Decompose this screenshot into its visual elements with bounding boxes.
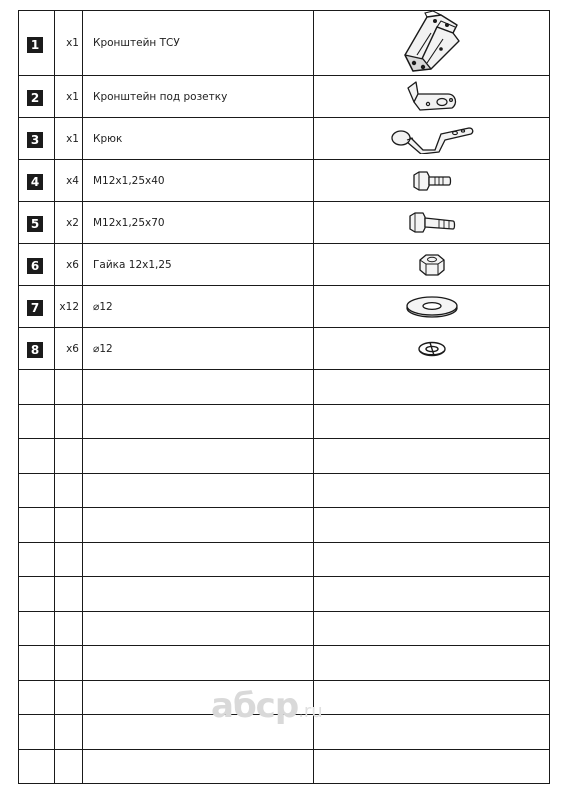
part-number-cell (19, 76, 55, 118)
part-quantity: x12 (59, 300, 79, 313)
empty-name-cell (83, 749, 314, 784)
empty-number-cell (19, 577, 55, 612)
part-name-cell (83, 202, 314, 244)
empty-qty-cell (55, 370, 83, 405)
nut-icon (417, 252, 447, 278)
empty-table-row (19, 646, 550, 681)
tow-hook-icon (389, 124, 475, 154)
part-number-cell (19, 286, 55, 328)
part-name-cell (83, 160, 314, 202)
empty-table-row (19, 542, 550, 577)
part-name: Кронштейн ТСУ (93, 37, 180, 49)
empty-name-cell (83, 439, 314, 474)
table-row (19, 286, 550, 328)
part-name-cell (83, 118, 314, 160)
empty-name-cell (83, 611, 314, 646)
part-qty-cell (55, 202, 83, 244)
empty-number-cell (19, 370, 55, 405)
table-row (19, 118, 550, 160)
part-number-cell (19, 328, 55, 370)
part-name-cell (83, 244, 314, 286)
part-qty-cell (55, 286, 83, 328)
empty-picture-cell (314, 577, 550, 612)
empty-number-cell (19, 508, 55, 543)
part-number-cell (19, 160, 55, 202)
watermark-suffix: .ru (298, 701, 323, 722)
part-quantity: x1 (66, 132, 79, 145)
part-number: 6 (27, 258, 43, 274)
part-picture-cell (314, 286, 550, 328)
part-name: Гайка 12х1,25 (93, 258, 172, 271)
parts-table (18, 10, 550, 784)
part-name-cell (83, 76, 314, 118)
part-quantity: x6 (66, 342, 79, 355)
part-number: 8 (27, 342, 43, 358)
part-name: М12х1,25х70 (93, 216, 165, 229)
part-name: ⌀12 (93, 300, 113, 313)
part-number-cell (19, 202, 55, 244)
part-number: 1 (27, 37, 43, 53)
spring-washer-icon (416, 339, 448, 359)
empty-number-cell (19, 749, 55, 784)
empty-table-row (19, 715, 550, 750)
empty-qty-cell (55, 473, 83, 508)
empty-number-cell (19, 646, 55, 681)
part-number: 5 (27, 216, 43, 232)
empty-number-cell (19, 542, 55, 577)
part-picture-cell (314, 11, 550, 76)
part-name: Кронштейн под розетку (93, 90, 228, 103)
part-qty-cell (55, 160, 83, 202)
empty-name-cell (83, 508, 314, 543)
empty-number-cell (19, 473, 55, 508)
part-name-cell (83, 286, 314, 328)
part-qty-cell (55, 118, 83, 160)
part-number: 4 (27, 174, 43, 190)
empty-qty-cell (55, 508, 83, 543)
empty-table-row (19, 680, 550, 715)
part-picture-cell (314, 202, 550, 244)
empty-table-row (19, 473, 550, 508)
part-name: М12х1,25х40 (93, 174, 165, 187)
part-number: 3 (27, 132, 43, 148)
table-row (19, 244, 550, 286)
empty-qty-cell (55, 404, 83, 439)
empty-qty-cell (55, 439, 83, 474)
empty-name-cell (83, 473, 314, 508)
empty-table-row (19, 577, 550, 612)
part-qty-cell (55, 244, 83, 286)
empty-name-cell (83, 370, 314, 405)
part-quantity: x2 (66, 216, 79, 229)
part-qty-cell (55, 11, 83, 76)
table-row (19, 202, 550, 244)
part-quantity: x1 (66, 37, 79, 49)
empty-picture-cell (314, 749, 550, 784)
empty-picture-cell (314, 508, 550, 543)
table-row (19, 11, 550, 76)
empty-qty-cell (55, 715, 83, 750)
part-number: 2 (27, 90, 43, 106)
empty-name-cell (83, 404, 314, 439)
empty-qty-cell (55, 680, 83, 715)
empty-picture-cell (314, 680, 550, 715)
empty-table-row (19, 439, 550, 474)
empty-picture-cell (314, 611, 550, 646)
part-number: 7 (27, 300, 43, 316)
empty-number-cell (19, 680, 55, 715)
part-quantity: x4 (66, 174, 79, 187)
empty-number-cell (19, 715, 55, 750)
empty-picture-cell (314, 439, 550, 474)
empty-picture-cell (314, 370, 550, 405)
empty-picture-cell (314, 473, 550, 508)
table-row (19, 328, 550, 370)
part-number-cell (19, 244, 55, 286)
empty-qty-cell (55, 611, 83, 646)
part-picture-cell (314, 328, 550, 370)
empty-number-cell (19, 611, 55, 646)
part-picture-cell (314, 244, 550, 286)
empty-picture-cell (314, 542, 550, 577)
empty-name-cell (83, 577, 314, 612)
empty-picture-cell (314, 715, 550, 750)
flat-washer-icon (404, 295, 460, 319)
empty-name-cell (83, 542, 314, 577)
empty-table-row (19, 370, 550, 405)
empty-number-cell (19, 439, 55, 474)
short-bolt-icon (411, 170, 453, 192)
empty-name-cell (83, 646, 314, 681)
part-number-cell (19, 118, 55, 160)
part-name-cell (83, 328, 314, 370)
watermark-main: aбcp (211, 686, 299, 726)
part-picture-cell (314, 160, 550, 202)
empty-table-row (19, 508, 550, 543)
part-picture-cell (314, 118, 550, 160)
part-name: ⌀12 (93, 342, 113, 355)
part-qty-cell (55, 76, 83, 118)
part-number-cell (19, 11, 55, 76)
empty-qty-cell (55, 542, 83, 577)
table-row (19, 76, 550, 118)
part-quantity: x1 (66, 90, 79, 103)
empty-name-cell (83, 680, 314, 715)
bracket-tsu-icon (397, 11, 467, 75)
empty-qty-cell (55, 646, 83, 681)
empty-table-row (19, 611, 550, 646)
empty-table-row (19, 404, 550, 439)
empty-picture-cell (314, 404, 550, 439)
empty-table-row (19, 749, 550, 784)
part-name-cell (83, 11, 314, 76)
part-quantity: x6 (66, 258, 79, 271)
long-bolt-icon (407, 211, 457, 235)
table-row (19, 160, 550, 202)
empty-qty-cell (55, 577, 83, 612)
part-name: Крюк (93, 132, 123, 145)
empty-number-cell (19, 404, 55, 439)
socket-bracket-icon (404, 80, 460, 114)
empty-name-cell (83, 715, 314, 750)
empty-qty-cell (55, 749, 83, 784)
part-qty-cell (55, 328, 83, 370)
empty-picture-cell (314, 646, 550, 681)
part-picture-cell (314, 76, 550, 118)
